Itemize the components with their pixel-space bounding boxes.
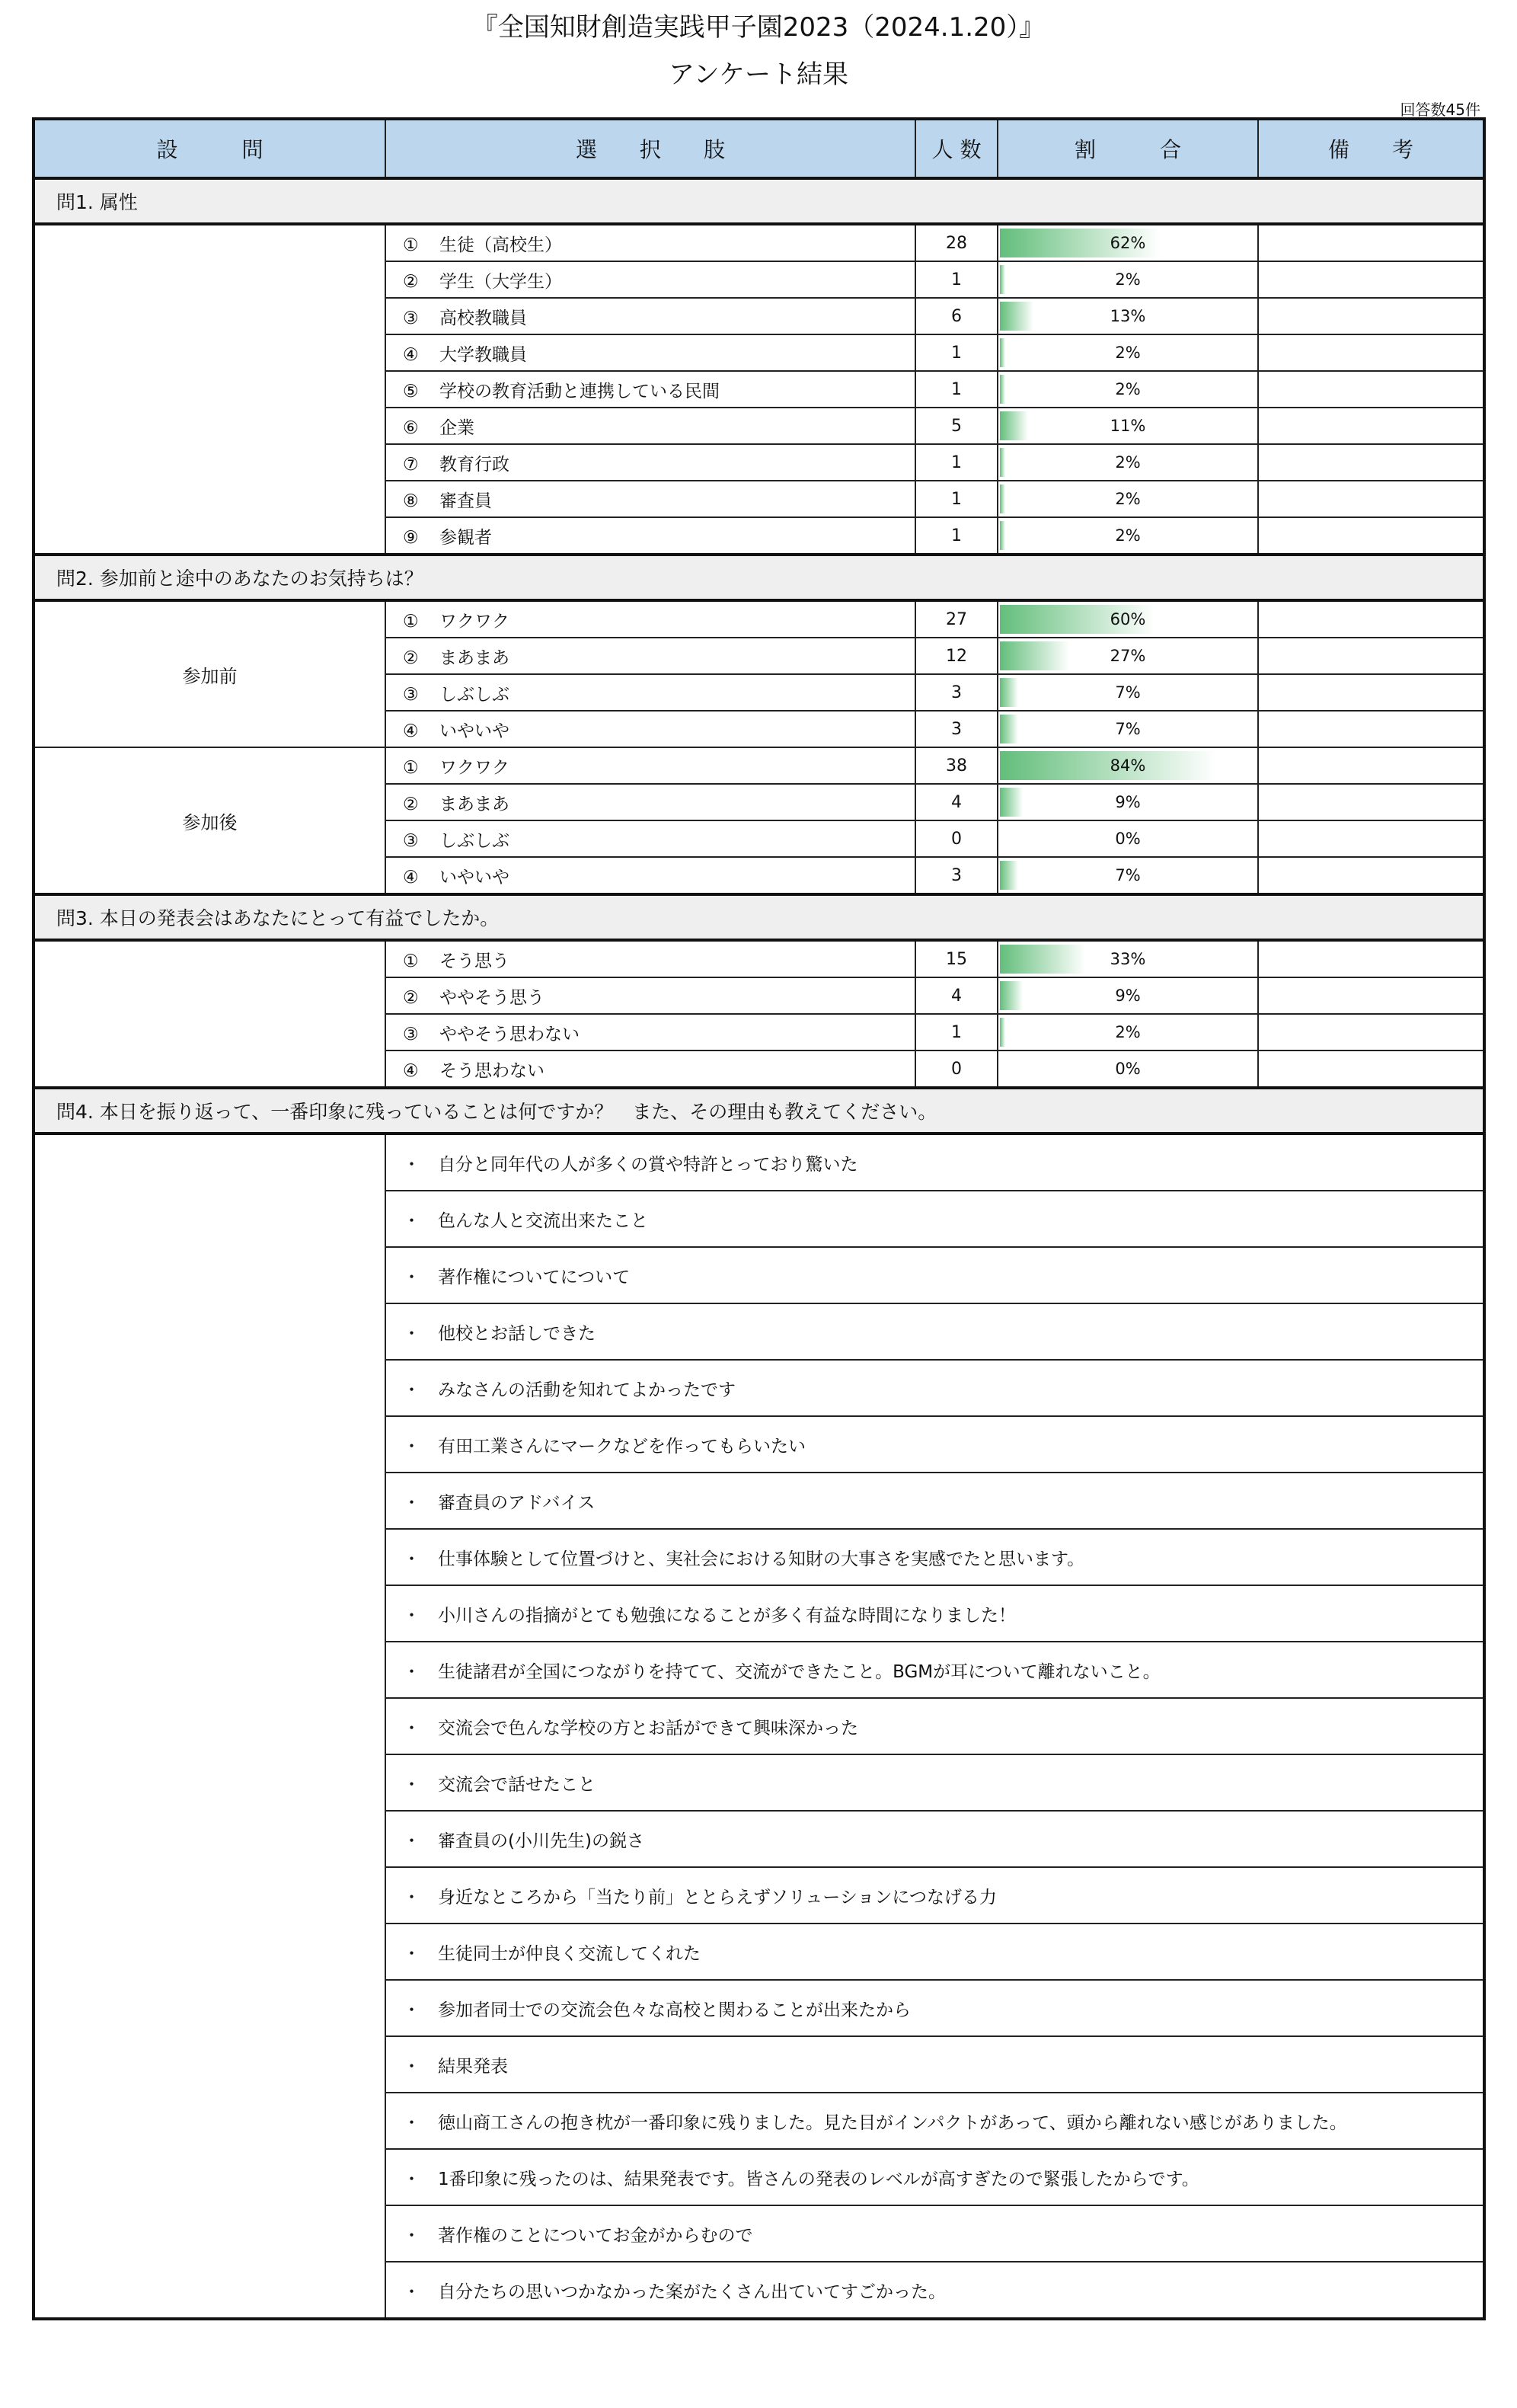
question-row [34, 1088, 1484, 1134]
response-text: 生徒諸君が全国につながりを持てて、交流ができたこと。BGMが耳について離れないこと。 [438, 1661, 1161, 1682]
choice-text: そう思わない [439, 1060, 545, 1081]
remarks-cell [1258, 940, 1484, 977]
header-question: 設 問 [34, 119, 385, 178]
choice-number: ① [403, 951, 419, 971]
choice-text: 大学教職員 [439, 344, 527, 365]
choice-text: しぶしぶ [439, 684, 509, 705]
choice-text: まあまあ [439, 648, 509, 668]
ratio-text: 0% [1115, 830, 1141, 848]
remarks-cell [1258, 371, 1484, 408]
bullet-mark: ・ [403, 1774, 420, 1795]
header-count: 人 数 [915, 119, 998, 178]
remarks-cell [1258, 747, 1484, 784]
ratio-cell [998, 600, 1258, 638]
remarks-cell [1258, 600, 1484, 638]
response-text: みなさんの活動を知れてよかったです [438, 1380, 736, 1400]
choice-text: 学校の教育活動と連携している民間 [439, 381, 720, 401]
response-text: 生徒同士が仲良く交流してくれた [438, 1943, 701, 1964]
remarks-cell [1258, 261, 1484, 298]
choice-number: ② [403, 794, 419, 814]
question-group-cell [34, 1134, 385, 2319]
ratio-cell [998, 481, 1258, 517]
response-cell [385, 1754, 1484, 1811]
ratio-cell [998, 444, 1258, 481]
page-subtitle: アンケート結果 [669, 59, 848, 90]
question-label: 問4. 本日を振り返って、一番印象に残っていることは何ですか？ また、その理由も教えてください。 [34, 1088, 1484, 1134]
count-cell: 38 [915, 747, 998, 784]
bullet-mark: ・ [403, 2000, 420, 2020]
question-row [34, 555, 1484, 600]
count-cell: 1 [915, 334, 998, 371]
bullet-mark: ・ [403, 2169, 420, 2189]
choice-cell [385, 1051, 915, 1088]
bullet-mark: ・ [403, 1718, 420, 1738]
choice-text: ワクワク [439, 611, 509, 632]
response-text: 自分たちの思いつかなかった案がたくさん出ていてすごかった。 [438, 2282, 946, 2302]
choice-number: ④ [403, 344, 419, 365]
table-row [34, 224, 1484, 261]
choice-cell [385, 224, 915, 261]
bullet-mark: ・ [403, 1154, 420, 1175]
choice-number: ⑥ [403, 417, 419, 438]
ratio-text: 2% [1115, 1023, 1141, 1041]
choice-cell [385, 261, 915, 298]
choice-number: ② [403, 648, 419, 668]
ratio-text: 7% [1115, 683, 1141, 702]
ratio-cell [998, 638, 1258, 674]
response-cell [385, 1585, 1484, 1642]
choice-text: いやいや [439, 867, 509, 887]
count-cell: 1 [915, 444, 998, 481]
ratio-cell [998, 747, 1258, 784]
page-title: 『全国知財創造実践甲子園2023（2024.1.20）』 [471, 12, 1046, 43]
response-cell [385, 2093, 1484, 2149]
choice-cell [385, 857, 915, 894]
choice-number: ② [403, 987, 419, 1008]
question-group-cell [34, 940, 385, 1088]
choice-number: ③ [403, 1024, 419, 1044]
count-cell: 1 [915, 481, 998, 517]
ratio-text: 11% [1110, 417, 1146, 435]
response-cell [385, 2149, 1484, 2205]
ratio-text: 33% [1110, 950, 1146, 968]
choice-text: 教育行政 [439, 454, 509, 475]
choice-cell [385, 371, 915, 408]
ratio-text: 9% [1115, 987, 1141, 1005]
remarks-cell [1258, 674, 1484, 711]
ratio-text: 84% [1110, 756, 1146, 775]
choice-number: ⑨ [403, 527, 419, 548]
remarks-cell [1258, 481, 1484, 517]
choice-number: ③ [403, 830, 419, 851]
count-cell: 1 [915, 1014, 998, 1051]
group-label: 参加前 [34, 600, 385, 747]
bullet-mark: ・ [403, 2112, 420, 2133]
choice-cell [385, 408, 915, 444]
ratio-text: 2% [1115, 380, 1141, 398]
response-text: 交流会で色んな学校の方とお話ができて興味深かった [438, 1718, 858, 1738]
count-cell: 4 [915, 977, 998, 1014]
bullet-mark: ・ [403, 1380, 420, 1400]
response-count: 回答数45件 [1400, 101, 1480, 119]
choice-cell [385, 334, 915, 371]
remarks-cell [1258, 711, 1484, 747]
response-text: 審査員のアドバイス [438, 1492, 596, 1513]
ratio-text: 2% [1115, 270, 1141, 289]
ratio-cell [998, 784, 1258, 820]
response-cell [385, 1134, 1484, 1191]
choice-number: ① [403, 757, 419, 778]
ratio-text: 62% [1110, 234, 1146, 252]
choice-cell [385, 940, 915, 977]
choice-cell [385, 711, 915, 747]
choice-cell [385, 517, 915, 555]
header-ratio: 割 合 [998, 119, 1258, 178]
response-cell [385, 2205, 1484, 2262]
choice-text: 企業 [439, 417, 474, 438]
remarks-cell [1258, 784, 1484, 820]
response-cell [385, 1360, 1484, 1416]
response-text: 著作権についてについて [438, 1267, 631, 1287]
question-row [34, 894, 1484, 940]
count-cell: 0 [915, 820, 998, 857]
count-cell: 28 [915, 224, 998, 261]
bullet-mark: ・ [403, 1831, 420, 1851]
ratio-text: 7% [1115, 720, 1141, 738]
count-cell: 6 [915, 298, 998, 334]
remarks-cell [1258, 517, 1484, 555]
bullet-mark: ・ [403, 1887, 420, 1908]
count-cell: 27 [915, 600, 998, 638]
count-cell: 4 [915, 784, 998, 820]
bullet-mark: ・ [403, 1605, 420, 1626]
response-cell [385, 1698, 1484, 1754]
header-choices: 選 択 肢 [385, 119, 915, 178]
ratio-cell [998, 820, 1258, 857]
choice-text: 高校教職員 [439, 308, 527, 328]
response-text: 結果発表 [438, 2056, 508, 2077]
question-label: 問1. 属性 [34, 178, 1484, 224]
count-cell: 3 [915, 711, 998, 747]
response-text: 自分と同年代の人が多くの賞や特許とっており驚いた [438, 1154, 858, 1175]
question-label: 問2. 参加前と途中のあなたのお気持ちは？ [34, 555, 1484, 600]
choice-number: ⑧ [403, 491, 419, 511]
response-cell [385, 1867, 1484, 1924]
count-cell: 15 [915, 940, 998, 977]
ratio-cell [998, 517, 1258, 555]
ratio-cell [998, 857, 1258, 894]
ratio-cell [998, 224, 1258, 261]
choice-cell [385, 747, 915, 784]
count-cell: 3 [915, 674, 998, 711]
choice-number: ③ [403, 684, 419, 705]
bullet-mark: ・ [403, 1661, 420, 1682]
choice-number: ① [403, 235, 419, 255]
choice-cell [385, 298, 915, 334]
choice-text: そう思う [439, 951, 509, 971]
response-cell [385, 1811, 1484, 1867]
response-cell [385, 1529, 1484, 1585]
ratio-text: 13% [1110, 307, 1146, 325]
bullet-mark: ・ [403, 1549, 420, 1569]
count-cell: 1 [915, 517, 998, 555]
ratio-cell [998, 261, 1258, 298]
remarks-cell [1258, 977, 1484, 1014]
response-cell [385, 1247, 1484, 1303]
choice-text: しぶしぶ [439, 830, 509, 851]
remarks-cell [1258, 857, 1484, 894]
survey-results-table [32, 117, 1486, 2320]
ratio-text: 0% [1115, 1060, 1141, 1078]
remarks-cell [1258, 638, 1484, 674]
ratio-text: 2% [1115, 490, 1141, 508]
response-cell [385, 1642, 1484, 1698]
remarks-cell [1258, 224, 1484, 261]
count-cell: 5 [915, 408, 998, 444]
choice-cell [385, 1014, 915, 1051]
ratio-cell [998, 940, 1258, 977]
response-cell [385, 2036, 1484, 2093]
ratio-text: 9% [1115, 793, 1141, 811]
response-text: 交流会で話せたこと [438, 1774, 596, 1795]
question-row [34, 178, 1484, 224]
response-text: 仕事体験として位置づけと、実社会における知財の大事さを実感でたと思います。 [438, 1549, 1085, 1569]
choice-number: ② [403, 271, 419, 292]
choice-text: 参観者 [439, 527, 492, 548]
response-text: 著作権のことについてお金がからむので [438, 2225, 753, 2246]
choice-cell [385, 444, 915, 481]
bullet-mark: ・ [403, 1436, 420, 1457]
remarks-cell [1258, 820, 1484, 857]
response-text: 審査員の(小川先生)の鋭さ [438, 1831, 644, 1851]
ratio-cell [998, 1014, 1258, 1051]
count-cell: 1 [915, 261, 998, 298]
response-text: 身近なところから「当たり前」ととらえずソリューションにつなげる力 [438, 1887, 997, 1908]
choice-number: ③ [403, 308, 419, 328]
ratio-cell [998, 711, 1258, 747]
ratio-text: 60% [1110, 610, 1146, 628]
table-row [34, 747, 1484, 784]
bullet-mark: ・ [403, 1492, 420, 1513]
count-cell: 3 [915, 857, 998, 894]
choice-text: 生徒（高校生） [439, 235, 562, 255]
response-cell [385, 1980, 1484, 2036]
table-body [34, 178, 1484, 2319]
header-row [34, 119, 1484, 178]
response-cell [385, 2262, 1484, 2319]
choice-text: ややそう思わない [439, 1024, 580, 1044]
table-row [34, 600, 1484, 638]
choice-text: 審査員 [439, 491, 492, 511]
choice-number: ⑦ [403, 454, 419, 475]
choice-cell [385, 638, 915, 674]
remarks-cell [1258, 334, 1484, 371]
response-cell [385, 1303, 1484, 1360]
choice-number: ④ [403, 721, 419, 741]
ratio-text: 2% [1115, 526, 1141, 545]
ratio-cell [998, 298, 1258, 334]
ratio-text: 2% [1115, 453, 1141, 472]
group-label: 参加後 [34, 747, 385, 894]
bullet-mark: ・ [403, 1210, 420, 1231]
response-text: 小川さんの指摘がとても勉強になることが多く有益な時間になりました！ [438, 1605, 1016, 1626]
remarks-cell [1258, 1014, 1484, 1051]
remarks-cell [1258, 408, 1484, 444]
remarks-cell [1258, 1051, 1484, 1088]
response-text: 1番印象に残ったのは、結果発表です。皆さんの発表のレベルが高すぎたので緊張したからです。 [438, 2169, 1199, 2189]
choice-text: まあまあ [439, 794, 509, 814]
count-cell: 12 [915, 638, 998, 674]
choice-cell [385, 481, 915, 517]
choice-cell [385, 977, 915, 1014]
response-cell [385, 1416, 1484, 1473]
response-text: 有田工業さんにマークなどを作ってもらいたい [438, 1436, 806, 1457]
response-cell [385, 1473, 1484, 1529]
ratio-cell [998, 674, 1258, 711]
bullet-mark: ・ [403, 1323, 420, 1344]
choice-number: ① [403, 611, 419, 632]
choice-number: ⑤ [403, 381, 419, 401]
question-group-cell [34, 224, 385, 555]
ratio-text: 2% [1115, 344, 1141, 362]
ratio-text: 27% [1110, 647, 1146, 665]
response-cell [385, 1191, 1484, 1247]
bullet-mark: ・ [403, 2282, 420, 2302]
choice-number: ④ [403, 867, 419, 887]
bullet-mark: ・ [403, 2056, 420, 2077]
header-remarks: 備 考 [1258, 119, 1484, 178]
list-item [34, 1134, 1484, 1191]
ratio-cell [998, 408, 1258, 444]
choice-cell [385, 600, 915, 638]
choice-cell [385, 674, 915, 711]
bullet-mark: ・ [403, 2225, 420, 2246]
response-text: 徳山商工さんの抱き枕が一番印象に残りました。見た目がインパクトがあって、頭から離れない感じがありました。 [438, 2112, 1347, 2133]
ratio-cell [998, 334, 1258, 371]
ratio-cell [998, 371, 1258, 408]
choice-cell [385, 784, 915, 820]
response-text: 色んな人と交流出来たこと [438, 1210, 648, 1231]
choice-text: いやいや [439, 721, 509, 741]
choice-text: ややそう思う [439, 987, 545, 1008]
ratio-text: 7% [1115, 866, 1141, 884]
response-cell [385, 1924, 1484, 1980]
question-label: 問3. 本日の発表会はあなたにとって有益でしたか。 [34, 894, 1484, 940]
ratio-cell [998, 977, 1258, 1014]
remarks-cell [1258, 298, 1484, 334]
choice-text: 学生（大学生） [439, 271, 562, 292]
choice-text: ワクワク [439, 757, 509, 778]
bullet-mark: ・ [403, 1943, 420, 1964]
choice-number: ④ [403, 1060, 419, 1081]
count-cell: 0 [915, 1051, 998, 1088]
choice-cell [385, 820, 915, 857]
table-row [34, 940, 1484, 977]
ratio-cell [998, 1051, 1258, 1088]
response-text: 参加者同士での交流会色々な高校と関わることが出来たから [438, 2000, 911, 2020]
bullet-mark: ・ [403, 1267, 420, 1287]
remarks-cell [1258, 444, 1484, 481]
response-text: 他校とお話しできた [438, 1323, 596, 1344]
count-cell: 1 [915, 371, 998, 408]
